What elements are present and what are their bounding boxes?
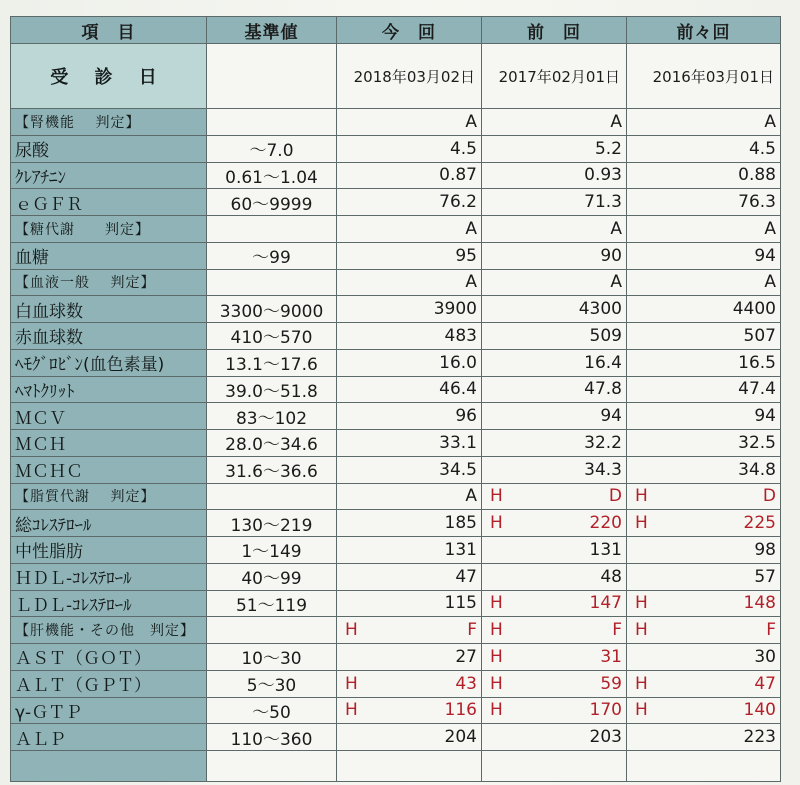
table-row — [11, 242, 781, 269]
result-value: 94 — [600, 406, 622, 427]
trailing-blank-rows — [11, 751, 781, 782]
section-row — [11, 617, 781, 644]
row-item-label: 尿酸 — [11, 135, 207, 162]
row-value-before-previous — [627, 162, 781, 189]
high-flag: H — [490, 513, 503, 534]
row-reference-range: 110～360 — [207, 724, 337, 751]
result-value: 185 — [444, 513, 477, 534]
table-row — [11, 162, 781, 189]
result-value: 131 — [444, 539, 477, 560]
result-value: 48 — [600, 566, 622, 587]
result-value: F — [612, 620, 622, 641]
result-value: 5.2 — [594, 138, 622, 159]
row-value-previous — [482, 242, 627, 269]
row-value-before-previous — [627, 269, 781, 296]
row-reference-range: 410～570 — [207, 323, 337, 350]
row-value-previous — [482, 563, 627, 590]
row-item-label: 赤血球数 — [11, 323, 207, 350]
result-value: 223 — [743, 727, 776, 748]
result-value: 71.3 — [584, 192, 622, 213]
result-value: A — [465, 272, 477, 293]
row-value-previous — [482, 644, 627, 671]
row-reference-range: 130～219 — [207, 510, 337, 537]
section-row — [11, 109, 781, 136]
high-flag: H — [490, 486, 503, 507]
result-value: A — [610, 111, 622, 132]
result-value: 34.3 — [584, 459, 622, 480]
result-value: 76.3 — [738, 192, 776, 213]
result-value: A — [465, 486, 477, 507]
row-reference-range: 31.6～36.6 — [207, 456, 337, 483]
row-value-current — [337, 216, 482, 243]
high-flag: H — [635, 673, 648, 694]
row-reference-range: 51～119 — [207, 590, 337, 617]
row-item-label: 【肝機能・その他 判定】 — [11, 617, 207, 644]
result-value: 47.4 — [738, 379, 776, 400]
row-reference-range: 60～9999 — [207, 189, 337, 216]
row-reference-range: 28.0～34.6 — [207, 430, 337, 457]
row-value-before-previous — [627, 376, 781, 403]
result-value: 47 — [455, 566, 477, 587]
row-item-label: ＬＤＬ-ｺﾚｽﾃﾛｰﾙ — [11, 590, 207, 617]
row-reference-range — [207, 483, 337, 510]
row-value-before-previous — [627, 242, 781, 269]
high-flag: H — [635, 513, 648, 534]
row-reference-range — [207, 269, 337, 296]
result-value: 96 — [455, 406, 477, 427]
row-value-current — [337, 349, 482, 376]
row-value-before-previous — [627, 430, 781, 457]
result-value: 46.4 — [439, 379, 477, 400]
result-value: D — [762, 486, 776, 507]
high-flag: H — [490, 673, 503, 694]
row-item-label: ＨＤＬ-ｺﾚｽﾃﾛｰﾙ — [11, 563, 207, 590]
row-value-previous — [482, 109, 627, 136]
result-value: A — [764, 272, 776, 293]
row-value-before-previous — [627, 670, 781, 697]
row-item-label: ＡＳＴ（ＧＯＴ） — [11, 644, 207, 671]
result-value: 116 — [444, 700, 477, 721]
result-value: 16.4 — [584, 352, 622, 373]
row-value-previous — [482, 403, 627, 430]
result-value: A — [610, 218, 622, 239]
row-value-previous — [482, 724, 627, 751]
row-value-before-previous — [627, 349, 781, 376]
header-previous: 前 回 — [482, 17, 627, 44]
row-item-label: 【血液一般 判定】 — [11, 269, 207, 296]
result-value: 16.0 — [439, 352, 477, 373]
result-value: F — [467, 620, 477, 641]
result-value: 140 — [743, 700, 776, 721]
table-row — [11, 456, 781, 483]
row-item-label: ＭＣＨＣ — [11, 456, 207, 483]
table-row — [11, 537, 781, 564]
row-item-label: 総ｺﾚｽﾃﾛｰﾙ — [11, 510, 207, 537]
high-flag: H — [490, 620, 503, 641]
result-value: 47.8 — [584, 379, 622, 400]
row-reference-range: 39.0～51.8 — [207, 376, 337, 403]
row-item-label: ＡＬＴ（ＧＰＴ） — [11, 670, 207, 697]
result-value: 90 — [600, 245, 622, 266]
result-value: 220 — [589, 513, 622, 534]
result-value: A — [764, 218, 776, 239]
row-value-current — [337, 296, 482, 323]
row-value-current — [337, 617, 482, 644]
result-value: 225 — [743, 513, 776, 534]
result-value: 34.5 — [439, 459, 477, 480]
result-value: 148 — [743, 593, 776, 614]
row-value-previous — [482, 537, 627, 564]
section-row — [11, 269, 781, 296]
blank-row — [11, 751, 781, 782]
header-reference: 基準値 — [207, 17, 337, 44]
row-value-previous — [482, 296, 627, 323]
row-value-before-previous — [627, 109, 781, 136]
table-row — [11, 697, 781, 724]
row-value-current — [337, 483, 482, 510]
visit-date-previous: 2017年02月01日 — [482, 44, 627, 109]
result-value: 94 — [754, 406, 776, 427]
row-item-label: 【糖代謝 判定】 — [11, 216, 207, 243]
row-value-current — [337, 323, 482, 350]
row-item-label: ＭＣＶ — [11, 403, 207, 430]
result-value: A — [465, 111, 477, 132]
result-value: 33.1 — [439, 432, 477, 453]
row-value-previous — [482, 189, 627, 216]
row-value-previous — [482, 590, 627, 617]
table-row — [11, 430, 781, 457]
result-value: 131 — [589, 539, 622, 560]
row-value-before-previous — [627, 510, 781, 537]
row-value-previous — [482, 162, 627, 189]
visit-date-reference-empty — [207, 44, 337, 109]
row-value-before-previous — [627, 483, 781, 510]
row-item-label: 中性脂肪 — [11, 537, 207, 564]
row-reference-range — [207, 109, 337, 136]
visit-date-before-previous: 2016年03月01日 — [627, 44, 781, 109]
row-item-label: 【腎機能 判定】 — [11, 109, 207, 136]
table-row — [11, 403, 781, 430]
row-value-current — [337, 189, 482, 216]
result-value: D — [608, 486, 622, 507]
row-value-current — [337, 162, 482, 189]
result-value: 4.5 — [748, 138, 776, 159]
row-value-current — [337, 537, 482, 564]
row-value-current — [337, 456, 482, 483]
row-value-current — [337, 376, 482, 403]
row-value-before-previous — [627, 590, 781, 617]
header-current: 今 回 — [337, 17, 482, 44]
row-item-label: 血糖 — [11, 242, 207, 269]
result-value: 4400 — [732, 299, 776, 320]
results-body — [11, 109, 781, 751]
row-reference-range: 13.1～17.6 — [207, 349, 337, 376]
result-value: 483 — [444, 325, 477, 346]
table-row — [11, 349, 781, 376]
row-value-before-previous — [627, 323, 781, 350]
visit-date-label: 受 診 日 — [11, 44, 207, 109]
row-item-label: ＡＬＰ — [11, 724, 207, 751]
result-value: 43 — [455, 673, 477, 694]
result-value: 30 — [754, 646, 776, 667]
row-item-label: ﾍﾓｸﾞﾛﾋﾞﾝ(血色素量) — [11, 349, 207, 376]
section-row — [11, 483, 781, 510]
row-value-before-previous — [627, 135, 781, 162]
row-value-previous — [482, 323, 627, 350]
result-value: 59 — [600, 673, 622, 694]
high-flag: H — [635, 700, 648, 721]
high-flag: H — [490, 646, 503, 667]
high-flag: H — [635, 620, 648, 641]
header-before-previous: 前々回 — [627, 17, 781, 44]
result-value: 95 — [455, 245, 477, 266]
result-value: 147 — [589, 593, 622, 614]
result-value: 0.93 — [584, 165, 622, 186]
table-row — [11, 135, 781, 162]
table-row — [11, 590, 781, 617]
result-value: 203 — [589, 727, 622, 748]
result-value: 3900 — [433, 299, 477, 320]
row-value-previous — [482, 430, 627, 457]
result-value: 57 — [754, 566, 776, 587]
result-value: A — [610, 272, 622, 293]
row-value-previous — [482, 349, 627, 376]
row-value-before-previous — [627, 216, 781, 243]
row-reference-range: 83～102 — [207, 403, 337, 430]
high-flag: H — [635, 593, 648, 614]
high-flag: H — [345, 700, 358, 721]
result-value: 47 — [754, 673, 776, 694]
high-flag: H — [490, 700, 503, 721]
row-value-before-previous — [627, 563, 781, 590]
row-reference-range: 0.61～1.04 — [207, 162, 337, 189]
table-row — [11, 644, 781, 671]
table-row — [11, 724, 781, 751]
table-row — [11, 376, 781, 403]
row-reference-range — [207, 617, 337, 644]
row-value-before-previous — [627, 296, 781, 323]
result-value: A — [764, 111, 776, 132]
row-reference-range: 40～99 — [207, 563, 337, 590]
row-value-previous — [482, 376, 627, 403]
row-reference-range: ～99 — [207, 242, 337, 269]
row-value-before-previous — [627, 403, 781, 430]
row-value-before-previous — [627, 456, 781, 483]
header-item: 項 目 — [11, 17, 207, 44]
table-row — [11, 563, 781, 590]
row-item-label: 白血球数 — [11, 296, 207, 323]
result-value: 4300 — [578, 299, 622, 320]
row-item-label: ｅＧＦＲ — [11, 189, 207, 216]
section-row — [11, 216, 781, 243]
row-reference-range: 10～30 — [207, 644, 337, 671]
row-reference-range: 1～149 — [207, 537, 337, 564]
result-value: 76.2 — [439, 192, 477, 213]
row-value-before-previous — [627, 189, 781, 216]
row-reference-range: 5～30 — [207, 670, 337, 697]
table-row — [11, 296, 781, 323]
result-value: 509 — [589, 325, 622, 346]
high-flag: H — [345, 673, 358, 694]
row-value-before-previous — [627, 644, 781, 671]
row-value-current — [337, 670, 482, 697]
row-value-current — [337, 644, 482, 671]
result-value: 115 — [444, 593, 477, 614]
row-value-current — [337, 242, 482, 269]
table-row — [11, 510, 781, 537]
result-value: 0.88 — [738, 165, 776, 186]
row-value-previous — [482, 483, 627, 510]
row-item-label: ｸﾚｱﾁﾆﾝ — [11, 162, 207, 189]
row-value-previous — [482, 269, 627, 296]
result-value: 0.87 — [439, 165, 477, 186]
result-value: A — [465, 218, 477, 239]
table-row — [11, 323, 781, 350]
table-row — [11, 670, 781, 697]
row-value-previous — [482, 456, 627, 483]
visit-date-current: 2018年03月02日 — [337, 44, 482, 109]
row-reference-range: 3300～9000 — [207, 296, 337, 323]
row-item-label: ＭＣＨ — [11, 430, 207, 457]
result-value: 94 — [754, 245, 776, 266]
header-row — [11, 17, 781, 44]
result-value: 170 — [589, 700, 622, 721]
row-value-current — [337, 697, 482, 724]
row-value-current — [337, 403, 482, 430]
row-item-label: γ-ＧＴＰ — [11, 697, 207, 724]
row-value-before-previous — [627, 537, 781, 564]
row-value-previous — [482, 135, 627, 162]
result-value: 32.5 — [738, 432, 776, 453]
lab-results-table — [10, 16, 781, 782]
row-item-label: ﾍﾏﾄｸﾘｯﾄ — [11, 376, 207, 403]
result-value: 4.5 — [449, 138, 477, 159]
visit-date-row — [11, 44, 781, 109]
row-value-current — [337, 724, 482, 751]
row-reference-range: ～50 — [207, 697, 337, 724]
row-value-before-previous — [627, 697, 781, 724]
row-value-current — [337, 510, 482, 537]
row-value-current — [337, 109, 482, 136]
result-value: 16.5 — [738, 352, 776, 373]
high-flag: H — [345, 620, 358, 641]
row-value-current — [337, 135, 482, 162]
row-reference-range: ～7.0 — [207, 135, 337, 162]
row-value-current — [337, 563, 482, 590]
row-reference-range — [207, 216, 337, 243]
row-value-current — [337, 269, 482, 296]
result-value: 32.2 — [584, 432, 622, 453]
high-flag: H — [635, 486, 648, 507]
row-value-current — [337, 430, 482, 457]
result-value: 98 — [754, 539, 776, 560]
result-value: 31 — [600, 646, 622, 667]
table-row — [11, 189, 781, 216]
result-value: 27 — [455, 646, 477, 667]
row-item-label: 【脂質代謝 判定】 — [11, 483, 207, 510]
row-value-current — [337, 590, 482, 617]
row-value-previous — [482, 617, 627, 644]
result-value: F — [766, 620, 776, 641]
high-flag: H — [490, 593, 503, 614]
row-value-previous — [482, 697, 627, 724]
row-value-before-previous — [627, 617, 781, 644]
result-value: 204 — [444, 727, 477, 748]
result-value: 507 — [743, 325, 776, 346]
row-value-before-previous — [627, 724, 781, 751]
row-value-previous — [482, 510, 627, 537]
row-value-previous — [482, 216, 627, 243]
result-value: 34.8 — [738, 459, 776, 480]
row-value-previous — [482, 670, 627, 697]
